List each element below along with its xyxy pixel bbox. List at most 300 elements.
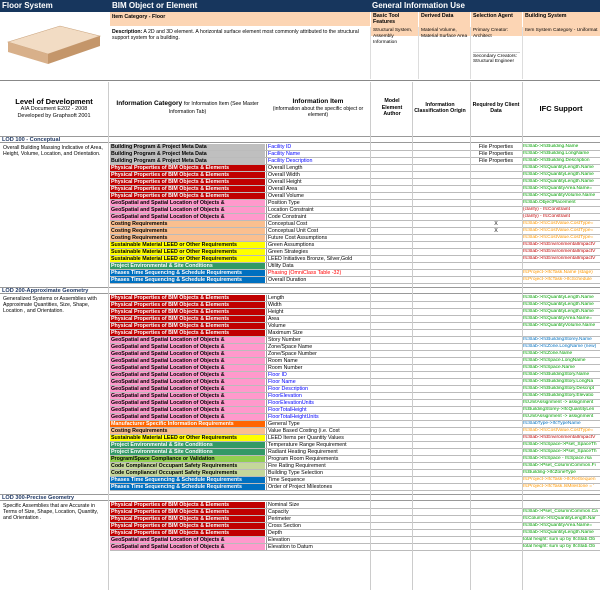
ifc-cell: IfcSlab->IfcBuildingStorey.Name [523,337,592,342]
info-category: GeoSpatial and Spatial Location of Objects & [110,214,265,220]
origin-cell [412,144,468,150]
section-header: LOD 300-Precise Geometry [0,494,600,501]
table-row [110,372,600,379]
origin-cell [412,270,468,276]
origin-cell [412,509,468,515]
info-category: Physical Properties of BIM Objects & Elements [110,516,265,522]
author-cell [372,428,412,434]
info-category: Sustainable Material LEED or Other Requirements [110,242,265,248]
required-cell [470,372,522,378]
required-cell: File Properties [478,158,514,164]
ifc-cell: IfcColumn->IfcQuantityLength.Nar [523,516,596,521]
info-item: Overall Length [266,165,370,171]
origin-cell [412,544,468,550]
required-cell [470,344,522,350]
table-row [110,214,600,221]
author-cell [372,544,412,550]
origin-cell [412,379,468,385]
gi-header-basic-tool: Basic Tool Features [370,12,418,36]
author-cell [372,407,412,413]
ifc-cell: IfcSlab->IfcQuantityLength.Name [523,295,594,300]
info-category: GeoSpatial and Spatial Location of Objects & [110,407,265,413]
info-item: Elevation [266,537,370,543]
info-category: Building Program & Project Meta Data [110,144,265,150]
author-cell [372,463,412,469]
info-category-title: Information Category [116,100,183,108]
table-row [110,144,600,151]
author-cell [372,323,412,329]
info-category: GeoSpatial and Spatial Location of Objects & [110,358,265,364]
required-cell [470,421,522,427]
info-item: FloorElevation [266,393,370,399]
author-cell [372,372,412,378]
ifc-cell [522,502,600,508]
table-row [110,221,600,228]
origin-cell [412,428,468,434]
table-row [110,351,600,358]
required-cell [470,414,522,420]
info-item: FloorTotalHeight [266,407,370,413]
origin-cell [412,400,468,406]
table-row [110,456,600,463]
ifc-cell: IfcSlab->IfcBuildingStory.LongNa [523,379,594,384]
ifc-cell: IfcSlab->IfcQuantityLength.Name [523,309,594,314]
info-item: Width [266,302,370,308]
origin-cell [412,316,468,322]
origin-cell [412,277,468,283]
info-category: Physical Properties of BIM Objects & Elements [110,165,265,171]
required-cell [470,502,522,508]
info-category: GeoSpatial and Spatial Location of Objects & [110,365,265,371]
author-cell [372,365,412,371]
table-row [110,414,600,421]
ifc-cell: IfcUnitAssignment -> assignment [523,414,594,419]
ifc-cell: IfcSlab->IfcSpace->Pset_SpaceTh [523,442,597,447]
author-cell [372,309,412,315]
origin-cell [412,344,468,350]
required-cell [470,516,522,522]
info-category: GeoSpatial and Spatial Location of Objects & [110,372,265,378]
author-cell [372,537,412,543]
ifc-cell: IfcSlab->IfcBuilding.Description [523,158,590,163]
info-category: Sustainable Material LEED or Other Requirements [110,256,265,262]
column-divider [108,82,109,590]
lod-description: Generalized Systems or Assemblies with Approximate Quantities, Size, Shape, Location , and Orientation. [3,296,97,315]
origin-cell [412,365,468,371]
required-cell [470,302,522,308]
gi-header-derived: Derived Data [418,12,470,36]
ifc-cell: IfcSlab->IfcEnvironmentalImpactV [523,256,596,261]
info-item: Cross Section [266,523,370,529]
author-cell [372,263,412,269]
info-item: Room Number [266,365,370,371]
info-item: Floor Description [266,386,370,392]
ifc-cell: IfcSlab->Pset_ColumnCommon.Ca [523,509,598,514]
table-row [110,263,600,270]
ifc-cell [522,263,600,269]
required-cell: X [494,228,498,234]
origin-cell [412,502,468,508]
lod-description: Specific Assemblies that are Accurate in Terms of Size, Shape, Location, Quantity, and Orientation . [3,503,99,522]
info-item: Fire Rating Requirement [266,463,370,469]
column-divider [470,82,471,590]
author-cell [372,530,412,536]
origin-cell [412,309,468,315]
required-cell [470,428,522,434]
table-row [110,200,600,207]
gi-value-selection [470,27,522,79]
table-row [110,330,600,337]
table-row [110,358,600,365]
info-category: Project Environmental & Site Conditions [110,442,265,448]
origin-cell [412,200,468,206]
info-category: Phases Time Sequencing & Schedule Requirements [110,270,265,276]
info-category: GeoSpatial and Spatial Location of Objects & [110,393,265,399]
table-row [110,470,600,477]
required-cell [470,295,522,301]
ifc-cell: IfcSlab->IfcSpace - IfcSpace.rsa [523,456,592,461]
info-category: GeoSpatial and Spatial Location of Objects & [110,544,265,550]
info-item: Capacity [266,509,370,515]
author-cell [372,242,412,248]
required-cell [470,309,522,315]
required-cell [470,509,522,515]
info-item: Value Based Costing (i.e. Cost [266,428,370,434]
info-category-sub: for Information Item (See Master Information Tab) [168,101,259,115]
author-cell [372,523,412,529]
required-cell [470,544,522,550]
ifc-cell: IfcSlab->IfcSpace->Pset_SpaceTh [523,449,597,454]
author-cell [372,144,412,150]
origin-cell [412,435,468,441]
ifc-cell: IfcSlab->IfcZone.LongName (new) [523,344,597,349]
ifc-cell: IfcSlab->IfcQuantityVolume.Name [523,323,596,328]
info-item: Zone/Space Name [266,344,370,350]
table-row [110,502,600,509]
ifc-cell: IfcProject->IfcTask.IsMilestone = ' [523,484,595,489]
origin-cell [412,477,468,483]
primary-creator: Primary Creator: Architect [473,28,509,39]
ifc-cell: IfcSlab->IfcSpace.Name [523,365,575,370]
info-item: General Type [266,421,370,427]
required-cell [470,323,522,329]
gi-value-derived: Material Volume, Material Surface Area [418,27,470,79]
origin-cell [412,442,468,448]
required-cell: File Properties [478,144,514,150]
required-cell [470,386,522,392]
required-cell [470,186,522,192]
slab-illustration [0,12,108,82]
info-category: Physical Properties of BIM Objects & Elements [110,295,265,301]
info-item: Floor ID [266,372,370,378]
ifc-cell: IfcSlab->IfcEnvironmentalImpactV [523,242,596,247]
author-cell [372,414,412,420]
ifc-cell: IfcSlab->IfcSpace.LongName [523,358,586,363]
origin-cell [412,337,468,343]
info-category: GeoSpatial and Spatial Location of Objects & [110,337,265,343]
info-category: Building Program & Project Meta Data [110,151,265,157]
ifc-cell: IfcSlabType->IfcTypeName [523,421,581,426]
info-item: Length [266,295,370,301]
origin-cell [412,228,468,234]
table-row [110,477,600,484]
required-cell [470,165,522,171]
table-row [110,509,600,516]
table-row [110,193,600,200]
author-cell [372,221,412,227]
info-category: Costing Requirements [110,428,265,434]
column-divider [412,82,413,590]
table-row [110,516,600,523]
author-cell [372,158,412,164]
required-cell [470,393,522,399]
gi-value-building-system: Item System Category - Uniformat [522,27,600,79]
table-row [110,295,600,302]
origin-cell [412,179,468,185]
ifc-cell: IfcSlab->IfcQuantityArea.Name= [523,316,593,321]
info-item: Overall Width [266,172,370,178]
required-cell [470,270,522,276]
info-item: Code Constraint [266,214,370,220]
info-item: Zone/Space Number [266,351,370,357]
info-category: GeoSpatial and Spatial Location of Objects & [110,207,265,213]
info-category: Costing Requirements [110,228,265,234]
secondary-creator: Secondary Creators: Structural Engineer [473,52,520,66]
origin-cell [412,158,468,164]
required-header: Required by Client Data [472,101,520,114]
required-cell [470,435,522,441]
author-cell [372,186,412,192]
origin-cell [412,207,468,213]
info-item: Program Room Requirements [266,456,370,462]
column-divider [522,82,523,590]
required-cell [470,470,522,476]
ifc-cell: (clarify) - IfcConstraint [523,207,570,212]
required-cell [470,523,522,529]
table-row [110,165,600,172]
info-item: Time Sequence [266,477,370,483]
required-cell [470,358,522,364]
required-cell [470,316,522,322]
origin-cell [412,537,468,543]
origin-cell [412,393,468,399]
info-item: Phasing (OmniClass Table -32) [266,270,370,276]
ifc-cell: IfcSlab->IfcBuildingStory.Descript [523,386,594,391]
ifc-cell: IfcBuilding->IfcZoneType [523,470,576,475]
info-item: LEED Items per Quantity Values [266,435,370,441]
origin-cell [412,235,468,241]
table-row [110,151,600,158]
info-item-sub: (information about the specific object or element) [272,105,364,118]
ifc-cell: IfcSlab->IfcQuantityVolume.Name [523,193,596,198]
info-category: Costing Requirements [110,235,265,241]
required-cell [470,449,522,455]
info-category: Physical Properties of BIM Objects & Elements [110,509,265,515]
table-row [110,365,600,372]
info-item: FloorElevationUnits [266,400,370,406]
info-category: GeoSpatial and Spatial Location of Objects & [110,344,265,350]
author-cell [372,179,412,185]
info-item: Depth [266,530,370,536]
description-label: Description: [112,29,143,35]
info-item: Maximum Size [266,330,370,336]
required-cell [470,207,522,213]
description [110,27,370,79]
required-cell [470,337,522,343]
author-cell [372,421,412,427]
info-item: Conceptual Unit Cost [266,228,370,234]
origin-cell [412,523,468,529]
info-category: Physical Properties of BIM Objects & Elements [110,309,265,315]
table-row [110,463,600,470]
info-category: Physical Properties of BIM Objects & Elements [110,302,265,308]
info-category: Physical Properties of BIM Objects & Elements [110,502,265,508]
origin-cell [412,221,468,227]
table-row [110,537,600,544]
author-cell [372,295,412,301]
table-row [110,277,600,284]
info-item: Height [266,309,370,315]
author-cell [372,449,412,455]
table-row [110,523,600,530]
ifc-cell: IfcSlab->IfcCostValue.CostType= [523,235,594,240]
origin-cell [412,358,468,364]
info-item: Position Type [266,200,370,206]
table-row [110,242,600,249]
info-category: GeoSpatial and Spatial Location of Objects & [110,414,265,420]
lod-description: Overall Building Massing Indicative of Area, Height, Volume, Location, and Orientation. [3,145,103,158]
required-cell [470,477,522,483]
ifc-cell [522,330,600,336]
table-row [110,270,600,277]
table-row [110,484,600,491]
author-cell [372,193,412,199]
general-info-title: General Information Use [372,1,465,10]
info-category: Phases Time Sequencing & Schedule Requirements [110,484,265,490]
table-row [110,344,600,351]
info-item: Room Name [266,358,370,364]
info-category-header [110,82,265,134]
author-cell [372,316,412,322]
required-cell [470,235,522,241]
info-category: Physical Properties of BIM Objects & Elements [110,172,265,178]
origin-cell [412,421,468,427]
table-row [110,449,600,456]
author-cell [372,337,412,343]
ifc-cell: IfcSlab->IfcCostValue.CostType= [523,221,594,226]
header-bar [0,0,600,12]
required-cell [470,351,522,357]
ifc-cell: IfcBuildingStorey->IfcQuantityLen [523,407,595,412]
table-row [110,407,600,414]
description-text: A 2D and 3D element. A horizontal surface element most commonly attributed to the structural support system for a building. [112,29,359,42]
level-of-development-header [0,82,108,134]
bim-object-title: BIM Object or Element [112,1,198,10]
info-category: GeoSpatial and Spatial Location of Objects & [110,400,265,406]
gi-header-selection: Selection Agent [470,12,522,36]
required-cell [470,330,522,336]
info-item: Story Number [266,337,370,343]
item-category: Item Category - Floor [110,12,370,26]
info-item: Perimeter [266,516,370,522]
required-cell [470,484,522,490]
info-item: Conceptual Cost [266,221,370,227]
info-category: GeoSpatial and Spatial Location of Objects & [110,386,265,392]
ifc-cell: (clarify) - IfcConstraint [523,214,570,219]
table-row [110,323,600,330]
origin-cell [412,295,468,301]
origin-cell [412,256,468,262]
origin-cell [412,516,468,522]
origin-cell [412,151,468,157]
origin-cell [412,386,468,392]
info-category: Physical Properties of BIM Objects & Elements [110,193,265,199]
origin-cell [412,372,468,378]
info-item: Facility ID [266,144,370,150]
ifc-cell: IfcSlab->IfcQuantityLength.Name [523,302,594,307]
info-item: Green Assumptions [266,242,370,248]
info-item: Overall Area [266,186,370,192]
table-row [110,530,600,537]
ifc-cell: IfcSlab->IfcQuantityLength.Name [523,530,594,535]
info-category: Project Environmental & Site Conditions [110,449,265,455]
origin-cell [412,351,468,357]
origin-cell [412,456,468,462]
info-category: GeoSpatial and Spatial Location of Objects & [110,537,265,543]
level-dev: Developed by Graphsoft 2001 [17,112,91,119]
info-item: Building Type Selection [266,470,370,476]
table-row [110,235,600,242]
info-item: Floor Name [266,379,370,385]
author-cell [372,172,412,178]
required-cell [470,400,522,406]
author-cell [372,400,412,406]
required-cell [470,365,522,371]
info-item: Overall Duration [266,277,370,283]
table-row [110,316,600,323]
info-category: Physical Properties of BIM Objects & Elements [110,323,265,329]
origin-cell [412,449,468,455]
required-cell [470,263,522,269]
author-cell [372,435,412,441]
info-item: Nominal Size [266,502,370,508]
info-category: Physical Properties of BIM Objects & Elements [110,523,265,529]
required-cell: File Properties [478,151,514,157]
info-category: Physical Properties of BIM Objects & Elements [110,186,265,192]
author-cell [372,228,412,234]
table-row [110,302,600,309]
table-row [110,428,600,435]
table-row [110,337,600,344]
author-cell [372,516,412,522]
author-cell [372,442,412,448]
ifc-cell: IfcSlab->IfcCostValue.CostType= [523,228,594,233]
info-item: Future Cost Assumptions [266,235,370,241]
required-cell [470,200,522,206]
author-cell [372,386,412,392]
ifc-cell: IfcProject->IfcTask->IfcRelSequen [523,477,596,482]
info-item: Facility Description [266,158,370,164]
author-cell [372,214,412,220]
ifc-cell: IfcSlab.ObjectPlacement [523,200,576,205]
info-category: GeoSpatial and Spatial Location of Objects & [110,379,265,385]
author-cell [372,270,412,276]
origin-cell [412,263,468,269]
info-category: GeoSpatial and Spatial Location of Objects & [110,351,265,357]
ifc-cell: IfcProject->IfcTask.Name (stage) [523,270,593,275]
table-row [110,435,600,442]
info-item-title: Information Item [292,97,344,105]
